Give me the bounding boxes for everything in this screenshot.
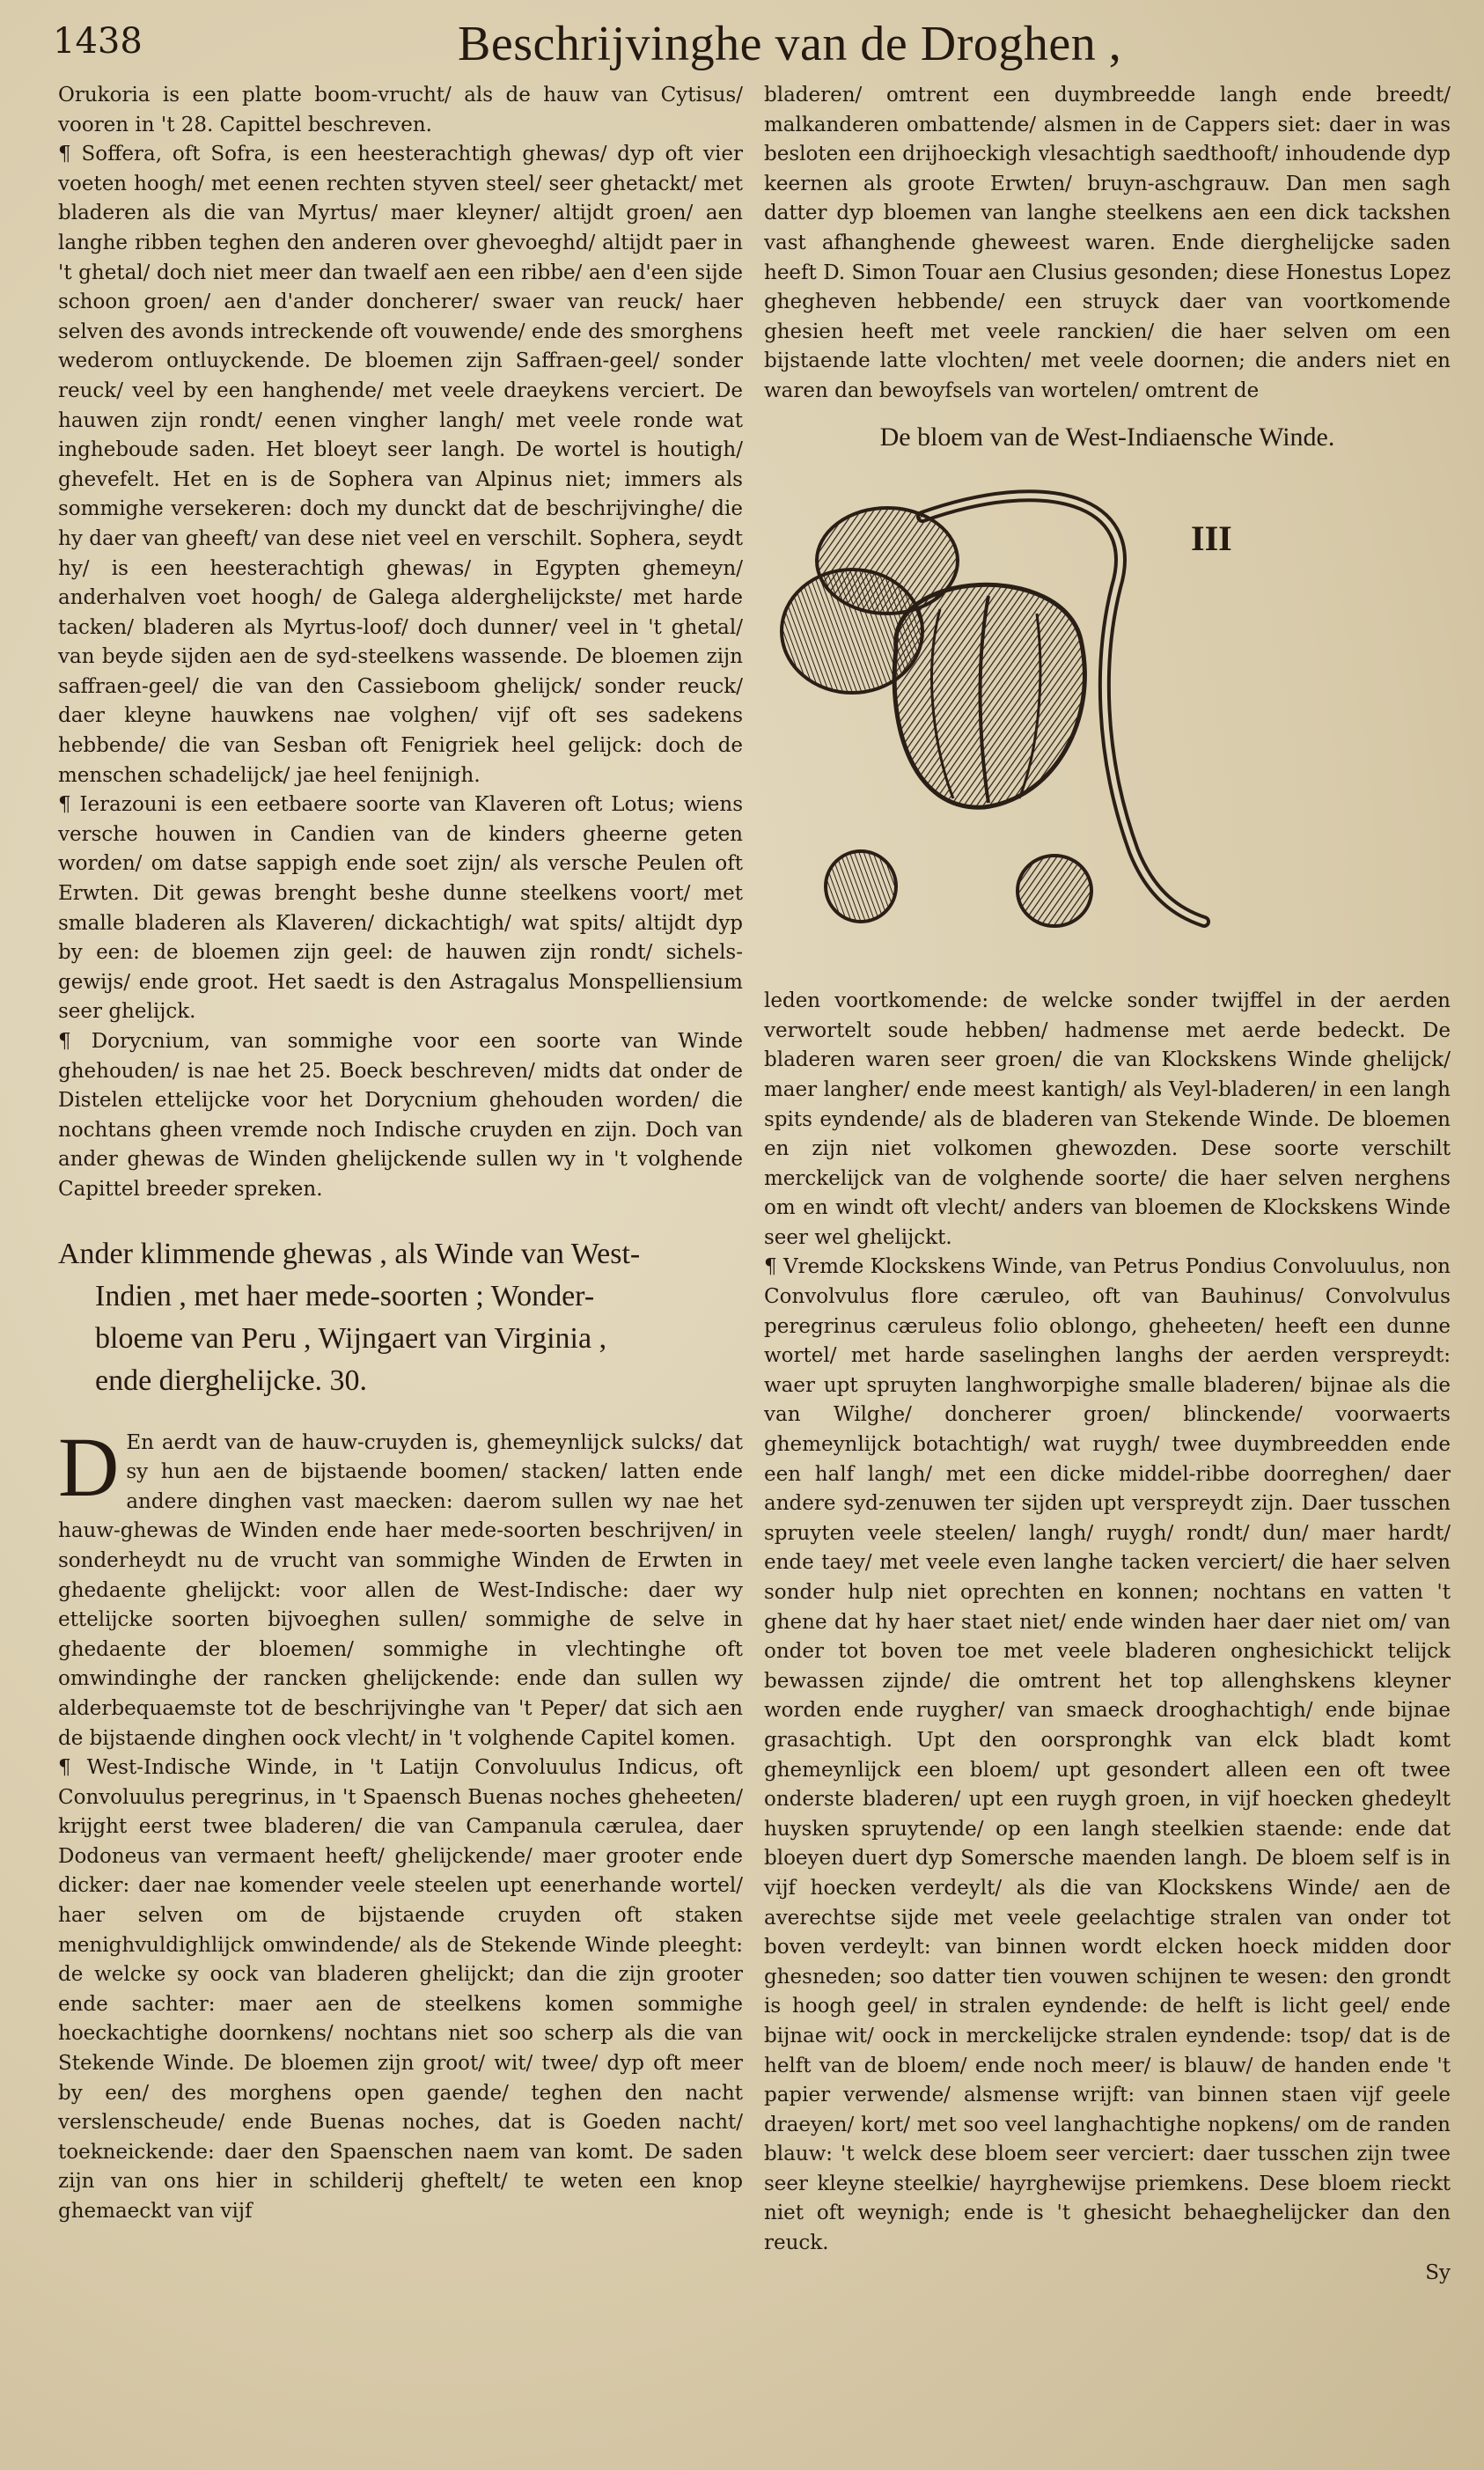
right-column	[764, 81, 1451, 2288]
chapter-opening-text: En aerdt van de hauw-cruyden is, ghemeynlijck sulcks/ dat sy hun aen de bijstaende boomen/ stacken/ latten ende andere dinghen vast maecken: daerom sullen wy nae het hauw-ghewas de Winden ende haer mede-soorten beschrijven/ in sonderheydt nu de vrucht van sommighe Winden de Erwten in ghedaente ghelijckt: voor allen de West-Indische: daer wy ettelijcke soorten bijvoeghen sullen/ sommighe de selve in ghedaente der bloemen/ sommighe in vlechtinghe oft omwindinghe der rancken ghelijckende: ende dan sullen wy alderbequaemste tot de beschrijvinghe van 't Peper/ dat sich aen de bijstaende dinghen oock vlecht/ in 't volghende Capitel komen.	[58, 1430, 743, 1750]
left-column	[58, 81, 743, 2227]
paragraph-west-indische-winde: ¶ West-Indische Winde, in 't Latijn Convoluulus Indicus, oft Convoluulus peregrinus, in 't Spaensch Buenas noches gheheeten/ krijght eerst twee bladeren/ die van Campanula cærulea, daer Dodoneus van vermaent heeft/ ghelijckende/ maer grooter ende dicker: daer nae komender veele steelen upt eenerhande wortel/ haer selven om de bijstaende cruyden oft staken menighvuldighlijck omwindende/ als de Stekende Winde pleeght: de welcke sy oock van bladeren ghelijckt; dan die zijn grooter ende sachter: maer aen de steelkens komen sommighe hoeckachtighe doornkens/ nochtans niet soo scherp als die van Stekende Winde. De bloemen zijn groot/ wit/ twee/ dyp oft meer by een/ des morghens open gaende/ teghen den nacht verslenscheude/ ende Buenas noches, dat is Goeden nacht/ toekneickende: daer den Spaenschen naem van komt. De saden zijn van ons hier in schilderij gheftelt/ te weten een knop ghemaeckt van vijf	[58, 1756, 743, 2223]
chapter-title-line: bloeme van Peru , Wijngaert van Virginia ,	[95, 1321, 607, 1355]
page-number: 1438	[53, 21, 143, 62]
chapter-title-line: Ander klimmende ghewas , als Winde van West-	[58, 1237, 641, 1270]
drop-cap: D	[58, 1419, 120, 1514]
paragraph-continued-2: leden voortkomende: de welcke sonder twijffel in der aerden verwortelt soude hebben/ hadmense met aerde bedeckt. De bladeren waren seer groen/ die van Klockskens Winde ghelijck/ maer langher/ ende meest kantigh/ als Veyl-bladeren/ in een langh spits eyndende/ als de bladeren van Stekende Winde. De bloemen en zijn niet volkomen ghewozden. Dese soorte verschilt merckelijck van de volghende soorte/ die haer selven nerghens om en windt oft vlecht/ anders van bloemen de Klockskens Winde seer wel ghelijckt.	[764, 989, 1451, 1249]
chapter-title-line: Indien , met haer mede-soorten ; Wonder-	[95, 1279, 595, 1312]
chapter-opening-paragraph	[58, 1419, 743, 1754]
figure-caption: De bloem van de West-Indiaensche Winde.	[879, 422, 1335, 452]
paragraph-dorycnium: ¶ Dorycnium, van sommighe voor een soorte van Winde ghehouden/ is nae het 25. Boeck beschreven/ midts dat onder de Distelen ettelijcke voor het Dorycnium ghehouden worden/ die nochtans gheen vremde noch Indische cruyden en zijn. Doch van ander ghewas de Winden ghelijckende sullen wy in 't volghende Capittel breeder spreken.	[58, 1030, 743, 1201]
paragraph-vremde-klockskens-winde: ¶ Vremde Klockskens Winde, van Petrus Pondius Convoluulus, non Convolvulus flore cæruleo, oft van Bauhinus/ Convolvulus peregrinus cæruleus folio oblongo, gheheeten/ heeft een dunne wortel/ met harde saselinghen langhs der aerden verspreydt: waer upt spruyten langhworpighe smalle bladeren/ bijnae als die van Wilghe/ doncherer groen/ blinckende/ voorwaerts ghemeynlijck botachtigh/ wat ruygh/ twee duymbreedden ende een half langh/ met een dicke middel-ribbe doorreghen/ daer andere syd-zenuwen ter sijden upt verspreydt zijn. Daer tusschen spruyten veele steelen/ langh/ ruygh/ rondt/ dun/ maer hardt/ ende taey/ met veele even langhe tacken verciert/ die haer selven sonder hulp niet oprechten en konnen; nochtans en vatten 't ghene dat hy haer staet niet/ ende winden haer daer niet om/ van onder tot boven toe met veele bladeren onghesichickt telijck bewassen zijnde/ die omtrent het top allenghskens kleyner worden ende ruygher/ van smaeck drooghachtigh/ ende bijnae grasachtigh. Upt den oorspronghk van elck bladt komt ghemeynlijck een bloem/ upt gesondert alleen een oft twee onderste bladeren/ upt een ruygh groen, in vijf hoecken ghedeylt huysken spruytende/ op een langh steelkien staende: ende dat bloeyen duert dyp Somersche maenden langh. De bloem self is in vijf hoecken verdeylt/ als die van Klockskens Winde/ aen de averechtse sijde met veele geelachtige stralen van onder tot boven verdeylt: van binnen wordt elcken hoeck midden door ghesneden; soo datter tien vouwen schijnen te wesen: den grondt is hoogh geel/ in stralen eyndende: de helft is licht geel/ ende bijnae wit/ oock in merckelijcke stralen eyndende: tsop/ dat is de helft van de bloem/ ende noch meer/ is blauw/ de handen ende 't papier verwende/ alsmense wrijft: van binnen staen vijf geele draeyen/ kort/ met soo veel langhachtighe nopkens/ om de randen blauw: 't welck dese bloem seer verciert: daer tusschen zijn twee seer kleyne steelkie/ hayrghewijse priemkens. Dese bloem rieckt niet oft weynigh; ende is 't ghesicht behaeghelijcker dan den reuck.	[764, 1255, 1451, 2255]
paragraph-soffera: ¶ Soffera, oft Sofra, is een heesterachtigh ghewas/ dyp oft vier voeten hoogh/ met eenen rechten styven steel/ seer ghetackt/ met bladeren als die van Myrtus/ maer kleyner/ altijdt groen/ aen langhe ribben teghen den anderen over ghevoeghd/ altijdt paer in 't ghetal/ doch niet meer dan twaelf aen een ribbe/ aen d'een sijde schoon groen/ aen d'ander doncherer/ swaer van reuck/ haer selven des avonds intreckende oft vouwende/ ende des smorghens wederom ontluyckende. De bloemen zijn Saffraen-geel/ sonder reuck/ veel by een hanghende/ met veele draeykens verciert. De hauwen zijn rondt/ eenen vingher langh/ met veele ronde wat ingheboude saden. Het bloeyt seer langh. De wortel is houtigh/ ghevefelt. Het en is de Sophera van Alpinus niet; immers als sommighe versekeren: doch my dunckt dat de beschrijvinghe/ die hy daer van gheeft/ van dese niet veel en verschilt. Sophera, seydt hy/ is een heesterachtigh ghewas/ in Egypten ghemeyn/ anderhalven voet hoogh/ de Galega alderghelijckste/ met harde tacken/ bladeren als Myrtus-loof/ doch dunner/ veel in 't ghetal/ van beyde sijden aen de syd-steelkens wassende. De bloemen zijn saffraen-geel/ die van den Cassieboom ghelijck/ sonder reuck/ daer kleyne hauwkens nae volghen/ vijf oft ses sadekens hebbende/ die van Sesban oft Fenigriek heel gelijck: doch de menschen schadelijck/ jae heel fenijnigh.	[58, 143, 743, 787]
woodcut-figure	[764, 464, 1451, 983]
running-head: Beschrijvinghe van de Droghen ,	[458, 17, 1122, 71]
paragraph-orukoria: Orukoria is een platte boom-vrucht/ als de hauw van Cytisus/ vooren in 't 28. Capittel beschreven.	[58, 84, 743, 136]
flower-woodcut-icon	[764, 464, 1451, 983]
paragraph-ierazouni: ¶ Ierazouni is een eetbaere soorte van Klaveren oft Lotus; wiens versche houwen in Candien van de kinders gheerne geten worden/ om datse sappigh ende soet zijn/ als versche Peulen oft Erwten. Dit gewas brenght beshe dunne steelkens voort/ met smalle bladeren als Klaveren/ dickachtigh/ wat spits/ altijdt dyp by een: de bloemen zijn geel: de hauwen zijn rondt/ sichels-gewijs/ ende groot. Het saedt is den Astragalus Monspelliensium seer ghelijck.	[58, 793, 743, 1024]
figure-number: III	[1191, 518, 1232, 559]
catchword: Sy	[1425, 2260, 1451, 2284]
paragraph-continued: bladeren/ omtrent een duymbreedde langh ende breedt/ malkanderen ombattende/ alsmen in de Cappers siet: daer in was besloten een drijhoeckigh vlesachtigh saedthooft/ inhoudende dyp keernen als groote Erwten/ bruyn-aschgrauw. Dan men sagh datter dyp bloemen van langhe steelkens aen een dick tackshen vast afhanghende gheweest waren. Ende dierghelijcke saden heeft D. Simon Touar aen Clusius gesonden; diese Honestus Lopez ghegheven hebbende/ een struyck daer van voortkomende ghesien heeft met veele ranckien/ die haer selven om een bijstaende latte vlochten/ met veele doornen; die anders niet en waren dan bewoyfsels van wortelen/ omtrent de	[764, 84, 1451, 402]
chapter-title-line: ende dierghelijcke. 30.	[95, 1364, 368, 1397]
page-header	[53, 16, 1431, 77]
chapter-title	[58, 1233, 743, 1402]
